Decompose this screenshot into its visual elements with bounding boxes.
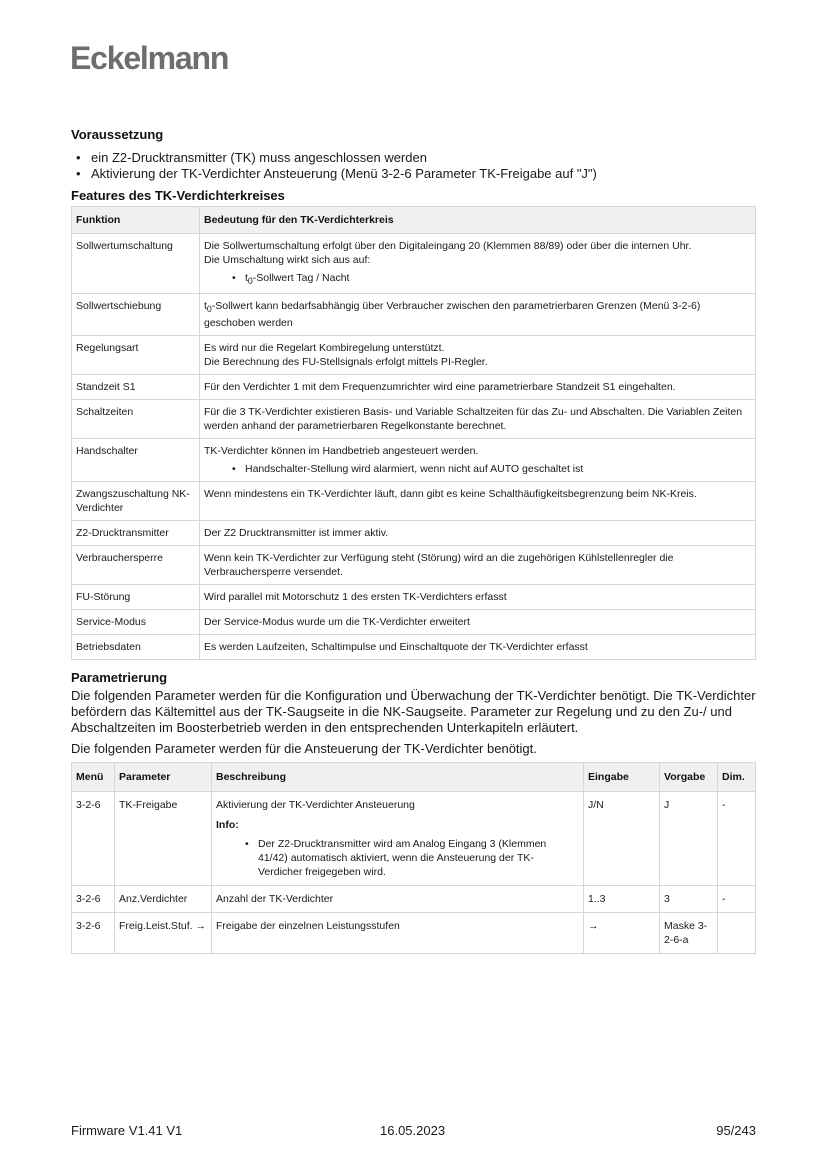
table-row <box>72 294 756 336</box>
feature-name: Schaltzeiten <box>72 400 200 439</box>
table-row <box>72 635 756 660</box>
parameter-cell: Anz.Verdichter <box>115 886 212 913</box>
list-item: • Handschalter-Stellung wird alarmiert, wenn nicht auf AUTO geschaltet ist <box>232 462 751 476</box>
parameter-table <box>71 762 756 954</box>
table-row <box>72 482 756 521</box>
feature-description <box>200 294 756 336</box>
inner-list <box>204 271 751 288</box>
inner-list <box>204 462 751 476</box>
eingabe-cell: J/N <box>584 792 660 886</box>
parametrierung-paragraph: Die folgenden Parameter werden für die Ansteuerung der TK-Verdichter benötigt. <box>71 741 537 757</box>
feature-name: Z2-Drucktransmitter <box>72 521 200 546</box>
table-row <box>72 400 756 439</box>
features-heading: Features des TK-Verdichterkreises <box>71 188 285 203</box>
feature-description <box>200 439 756 482</box>
vorgabe-cell: J <box>660 792 718 886</box>
feature-description: Für die 3 TK-Verdichter existieren Basis- und Variable Schaltzeiten für das Zu- und Abschalten. Die Variablen Zeiten werden anhand der parametrierbaren Regelkonstante berechnet. <box>200 400 756 439</box>
menu-cell: 3-2-6 <box>72 792 115 886</box>
feature-description: Wenn kein TK-Verdichter zur Verfügung steht (Störung) wird an die zugehörigen Kühlstellenregler die Verbrauchersperre versendet. <box>200 546 756 585</box>
description-text: -Sollwert kann bedarfsabhängig über Verbraucher zwischen den parametrierbaren Grenzen (Menü 3-2-6) geschoben werden <box>204 300 701 330</box>
column-header-parameter: Parameter <box>115 763 212 792</box>
parametrierung-heading: Parametrierung <box>71 670 168 686</box>
column-header-dim: Dim. <box>718 763 756 792</box>
description-line: Aktivierung der TK-Verdichter Ansteuerung <box>216 799 415 812</box>
beschreibung-cell <box>212 792 584 886</box>
table-row <box>72 585 756 610</box>
feature-name: Zwangszuschaltung NK-Verdichter <box>72 482 200 521</box>
beschreibung-cell: Anzahl der TK-Verdichter <box>212 886 584 913</box>
description-line: Die Sollwertumschaltung erfolgt über den Digitaleingang 20 (Klemmen 88/89) oder über die internen Uhr. <box>204 240 692 252</box>
list-item: • Der Z2-Drucktransmitter wird am Analog Eingang 3 (Klemmen 41/42) automatisch aktiviert, wenn die Ansteuerung der TK-Verdicher freigegeben wird. <box>245 837 565 879</box>
list-item: • ein Z2-Drucktransmitter (TK) muss angeschlossen werden <box>71 150 756 166</box>
table-row <box>72 234 756 294</box>
subscript: 0 <box>206 304 212 315</box>
column-header-menu: Menü <box>72 763 115 792</box>
table-row <box>72 521 756 546</box>
info-label: Info: <box>216 819 239 832</box>
voraussetzung-heading: Voraussetzung <box>71 127 164 142</box>
table-row <box>72 336 756 375</box>
table-row <box>72 439 756 482</box>
feature-description: Es werden Laufzeiten, Schaltimpulse und Einschaltquote der TK-Verdichter erfasst <box>200 635 756 660</box>
eingabe-cell: → <box>584 913 660 954</box>
footer-page-number: 95/243 <box>716 1123 756 1138</box>
feature-name: Sollwertumschaltung <box>72 234 200 294</box>
feature-description <box>200 336 756 375</box>
table-row <box>72 546 756 585</box>
subscript: 0 <box>247 276 253 287</box>
column-header-funktion: Funktion <box>72 207 200 234</box>
description-text: t <box>204 300 207 313</box>
main-content <box>71 124 756 954</box>
feature-description: Für den Verdichter 1 mit dem Frequenzumrichter wird eine parametrierbare Standzeit S1 eingehalten. <box>200 375 756 400</box>
parameter-cell: Freig.Leist.Stuf. → <box>115 913 212 954</box>
voraussetzung-list <box>71 150 756 182</box>
feature-description: Der Service-Modus wurde um die TK-Verdichter erweitert <box>200 610 756 635</box>
table-row <box>72 886 756 913</box>
feature-name: Verbrauchersperre <box>72 546 200 585</box>
list-item <box>232 271 751 288</box>
vorgabe-cell: 3 <box>660 886 718 913</box>
list-item: • Aktivierung der TK-Verdichter Ansteuerung (Menü 3-2-6 Parameter TK-Freigabe auf "J") <box>71 166 756 182</box>
table-row <box>72 610 756 635</box>
beschreibung-cell: Freigabe der einzelnen Leistungsstufen <box>212 913 584 954</box>
table-row <box>72 375 756 400</box>
column-header-eingabe: Eingabe <box>584 763 660 792</box>
table-row <box>72 792 756 886</box>
footer-firmware: Firmware V1.41 V1 <box>71 1123 183 1138</box>
feature-description: Der Z2 Drucktransmitter ist immer aktiv. <box>200 521 756 546</box>
feature-name: Regelungsart <box>72 336 200 375</box>
column-header-vorgabe: Vorgabe <box>660 763 718 792</box>
feature-name: Betriebsdaten <box>72 635 200 660</box>
bullet-text: t <box>245 272 248 284</box>
feature-description: Wird parallel mit Motorschutz 1 des ersten TK-Verdichters erfasst <box>200 585 756 610</box>
table-header-row <box>72 207 756 234</box>
info-list <box>216 837 579 879</box>
dim-cell: - <box>718 792 756 886</box>
description-line: Es wird nur die Regelart Kombiregelung unterstützt. <box>204 342 445 355</box>
description-line: Die Berechnung des FU-Stellsignals erfolgt mittels PI-Regler. <box>204 356 488 369</box>
features-table <box>71 206 756 660</box>
feature-name: Sollwertschiebung <box>72 294 200 336</box>
company-logo: Eckelmann <box>70 40 229 76</box>
column-header-beschreibung: Beschreibung <box>212 763 584 792</box>
feature-name: Service-Modus <box>72 610 200 635</box>
feature-description <box>200 234 756 294</box>
column-header-bedeutung: Bedeutung für den TK-Verdichterkreis <box>200 207 756 234</box>
menu-cell: 3-2-6 <box>72 886 115 913</box>
vorgabe-cell: Maske 3-2-6-a <box>660 913 718 954</box>
parameter-cell: TK-Freigabe <box>115 792 212 886</box>
description-line: TK-Verdichter können im Handbetrieb angesteuert werden. <box>204 445 479 458</box>
description-line: Die Umschaltung wirkt sich aus auf: <box>204 254 371 266</box>
table-header-row <box>72 763 756 792</box>
footer-date: 16.05.2023 <box>380 1123 446 1138</box>
feature-name: FU-Störung <box>72 585 200 610</box>
bullet-text: -Sollwert Tag / Nacht <box>252 272 350 284</box>
feature-description: Wenn mindestens ein TK-Verdichter läuft, dann gibt es keine Schalthäufigkeitsbegrenzung beim NK-Kreis. <box>200 482 756 521</box>
parametrierung-paragraph: Die folgenden Parameter werden für die Konfiguration und Überwachung der TK-Verdichter benötigt. Die TK-Verdichter befördern das Kältemittel aus der TK-Saugseite in die NK-Saugseite. Parameter zur Regelung und zu den Zu-/ und Abschaltzeiten im Boosterbetrieb werden in den entsprechenden Unterkapiteln erläutert. <box>71 688 756 736</box>
dim-cell <box>718 913 756 954</box>
menu-cell: 3-2-6 <box>72 913 115 954</box>
dim-cell: - <box>718 886 756 913</box>
table-row <box>72 913 756 954</box>
feature-name: Standzeit S1 <box>72 375 200 400</box>
eingabe-cell: 1..3 <box>584 886 660 913</box>
feature-name: Handschalter <box>72 439 200 482</box>
